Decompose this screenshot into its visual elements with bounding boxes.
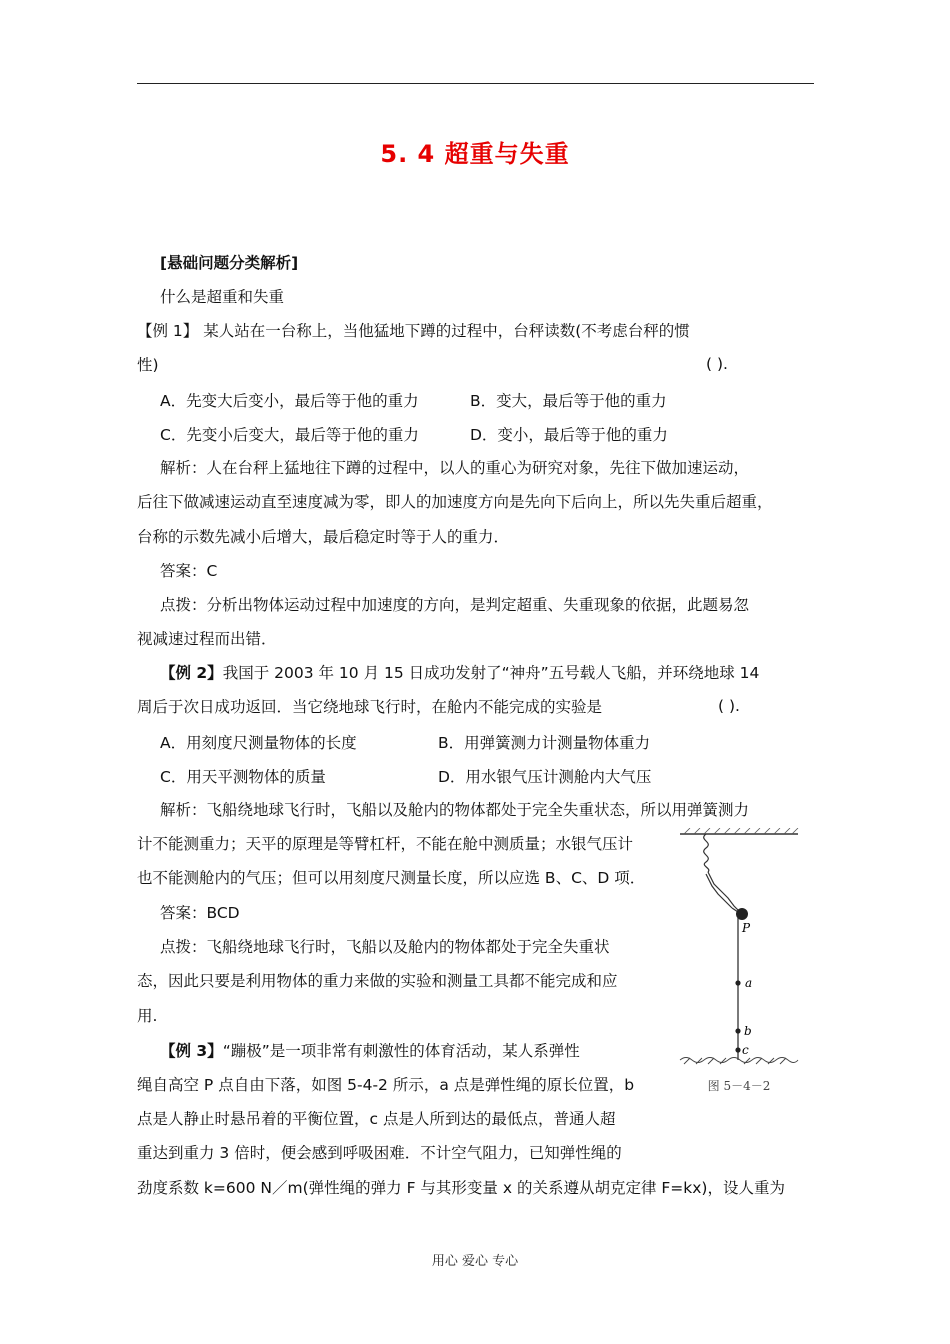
point-c — [735, 1047, 740, 1052]
bungee-figure — [676, 828, 802, 1100]
water-surface — [680, 1058, 798, 1065]
example1-option-b: B．变大，最后等于他的重力 — [470, 392, 667, 410]
example2-answer: 答案：BCD — [160, 904, 240, 922]
example2-question-line1 — [160, 663, 759, 683]
example1-analysis-line1: 解析：人在台秤上猛地往下蹲的过程中，以人的重心为研究对象，先往下做加速运动， — [160, 459, 750, 477]
header-rule — [137, 83, 814, 84]
label-c: c — [742, 1043, 749, 1057]
point-a — [735, 980, 740, 985]
example2-hint-line1: 点拨：飞船绕地球飞行时，飞船以及舱内的物体都处于完全失重状 — [160, 938, 610, 956]
example3-line5: 劲度系数 k=600 N／m(弹性绳的弹力 F 与其形变量 x 的关系遵从胡克定律 F=kx)，设人重为 — [137, 1179, 785, 1197]
point-b — [735, 1028, 740, 1033]
ceiling-hatching — [684, 828, 798, 834]
example1-question-text: 某人站在一台称上，当他猛地下蹲的过程中，台秤读数(不考虑台秤的惯 — [198, 322, 690, 340]
example1-option-c: C．先变小后变大，最后等于他的重力 — [160, 426, 419, 444]
example2-analysis-line2: 计不能测重力；天平的原理是等臂杠杆，不能在舱中测质量；水银气压计 — [137, 835, 634, 853]
example2-option-d: D．用水银气压计测舱内大气压 — [438, 768, 652, 786]
example3-line3: 点是人静止时悬吊着的平衡位置，c 点是人所到达的最低点，普通人超 — [137, 1110, 616, 1128]
example1-hint-line1: 点拨：分析出物体运动过程中加速度的方向，是判定超重、失重现象的依据，此题易忽 — [160, 596, 750, 614]
example3-line2: 绳自高空 P 点自由下落，如图 5-4-2 所示，a 点是弹性绳的原长位置，b — [137, 1076, 635, 1094]
example1-option-d: D．变小，最后等于他的重力 — [470, 426, 668, 444]
topic-line: 什么是超重和失重 — [160, 288, 285, 306]
example3-text: “蹦极”是一项非常有刺激性的体育活动，某人系弹性 — [222, 1042, 580, 1060]
example3-line4: 重达到重力 3 倍时，便会感到呼吸困难．不计空气阻力，已知弹性绳的 — [137, 1144, 622, 1162]
example1-answer: 答案：C — [160, 562, 218, 580]
example3-tag: 【例 3】 — [160, 1042, 223, 1060]
example1-analysis-line2: 后往下做减速运动直至速度减为零，即人的加速度方向是先向下后向上，所以先失重后超重， — [137, 493, 773, 511]
example1-question-line2: 性) — [137, 356, 159, 374]
example2-question-line2: 周后于次日成功返回．当它绕地球飞行时，在舱内不能完成的实验是 — [137, 698, 603, 716]
example2-question-text: 我国于 2003 年 10 月 15 日成功发射了“神舟”五号载人飞船，并环绕地球 14 — [222, 664, 760, 682]
label-a: a — [745, 976, 753, 990]
page-title: 5. 4 超重与失重 — [380, 140, 570, 168]
page-footer: 用心 爱心 专心 — [431, 1254, 519, 1269]
example2-hint-line3: 用. — [137, 1007, 158, 1025]
elastic-cord — [704, 834, 709, 872]
example2-option-b: B．用弹簧测力计测量物体重力 — [438, 734, 651, 752]
example2-tag: 【例 2】 — [160, 664, 223, 682]
example1-answer-bracket: ( ). — [706, 355, 728, 373]
label-b: b — [744, 1024, 752, 1038]
example2-analysis-line3: 也不能测舱内的气压；但可以用刻度尺测量长度，所以应选 B、C、D 项． — [137, 869, 646, 887]
example3-line1 — [160, 1041, 580, 1061]
example2-option-a: A．用刻度尺测量物体的长度 — [160, 734, 357, 752]
example2-hint-line2: 态，因此只要是利用物体的重力来做的实验和测量工具都不能完成和应 — [137, 972, 618, 990]
example1-hint-line2: 视减速过程而出错． — [137, 630, 277, 648]
example2-answer-bracket: ( ). — [718, 697, 740, 715]
figure-caption: 图 5－4－2 — [707, 1079, 771, 1093]
example1-question-line1 — [137, 321, 690, 341]
example1-tag: 【例 1】 — [137, 322, 199, 340]
example2-analysis-line1: 解析：飞船绕地球飞行时，飞船以及舱内的物体都处于完全失重状态，所以用弹簧测力 — [160, 801, 750, 819]
jumper-person — [706, 872, 740, 912]
example1-analysis-line3: 台称的示数先减小后增大，最后稳定时等于人的重力． — [137, 528, 510, 546]
example2-option-c: C．用天平测物体的质量 — [160, 768, 326, 786]
example1-option-a: A．先变大后变小，最后等于他的重力 — [160, 392, 419, 410]
section-heading: [悬础问题分类解析] — [160, 254, 299, 272]
label-p: P — [742, 921, 751, 935]
